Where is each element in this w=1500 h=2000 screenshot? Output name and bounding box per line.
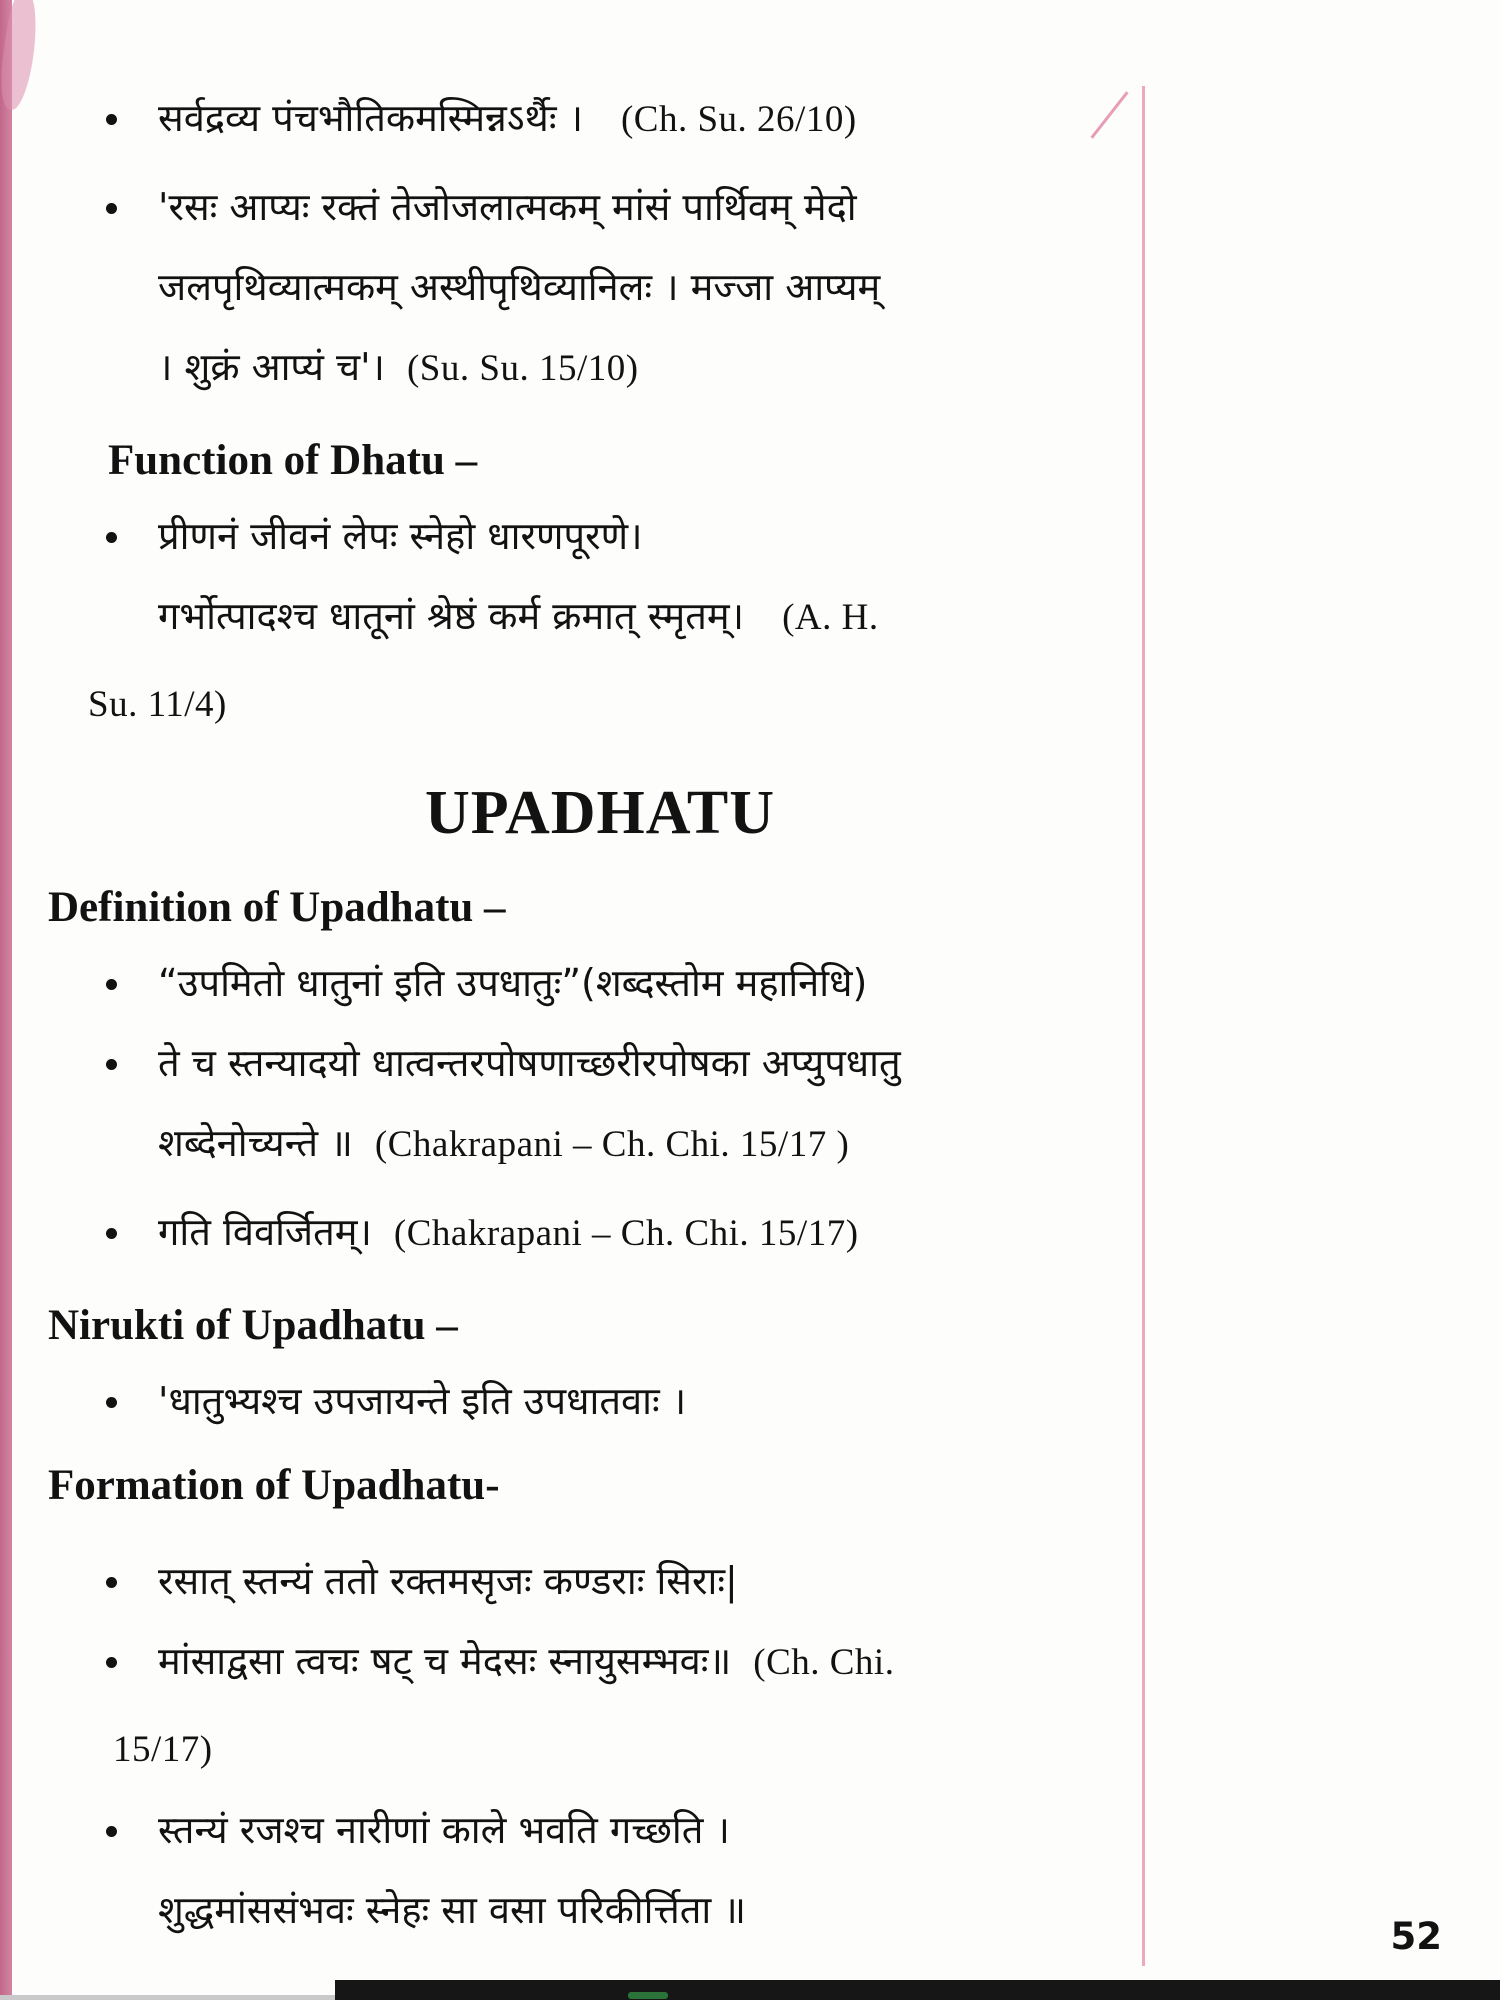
- bullet-icon: [106, 1059, 117, 1070]
- scan-edge-bottom-left: [0, 1995, 335, 2000]
- list-item: [106, 496, 1152, 665]
- sanskrit-quote: जलपृथिव्यात्मकम् अस्थीपृथिव्यानिलः । मज्जा आप्यम्: [158, 265, 881, 309]
- page-number: 52: [1390, 1915, 1442, 1958]
- sanskrit-quote: 'रसः आप्यः रक्तं तेजोजलात्मकम् मांसं पार्थिवम् मेदो: [158, 185, 857, 229]
- citation-continuation: 15/17): [113, 1729, 213, 1770]
- bullet-icon: [106, 1228, 117, 1239]
- citation: (Chakrapani – Ch. Chi. 15/17 ): [374, 1124, 850, 1165]
- bullet-icon: [106, 1826, 117, 1837]
- sanskrit-quote: रसात् स्तन्यं ततो रक्तमसृजः कण्डराः सिराः|: [158, 1559, 738, 1603]
- sanskrit-quote: मांसाद्वसा त्वचः षट् च मेदसः स्नायुसम्भवः॥: [158, 1639, 732, 1683]
- list-item: [106, 1790, 1152, 1950]
- scan-edge-bottom: [335, 1980, 1500, 2000]
- list-item: [106, 1023, 1152, 1192]
- bullet-icon: [106, 979, 117, 990]
- bullet-icon: [106, 1577, 117, 1588]
- sanskrit-quote: शुद्धमांससंभवः स्नेहः सा वसा परिकीर्त्तिता ॥: [158, 1888, 747, 1932]
- sanskrit-quote: 'धातुभ्यश्च उपजायन्ते इति उपधातवाः ।: [158, 1379, 687, 1423]
- list-item: [106, 943, 1152, 1023]
- citation: (Su. Su. 15/10): [406, 348, 639, 389]
- sanskrit-quote: गति विवर्जितम्।: [158, 1210, 372, 1254]
- sanskrit-quote: शब्देनोच्यन्ते ॥: [158, 1121, 353, 1165]
- section-heading-definition: Definition of Upadhatu –: [48, 884, 506, 931]
- section-heading-function-of-dhatu: Function of Dhatu –: [108, 437, 478, 484]
- bullet-icon: [106, 114, 117, 125]
- list-item: [106, 167, 1152, 416]
- citation-continuation: Su. 11/4): [88, 684, 227, 725]
- bullet-icon: [106, 532, 117, 543]
- sanskrit-quote: स्तन्यं रजश्च नारीणां काले भवति गच्छति ।: [158, 1808, 730, 1852]
- citation: (Ch. Su. 26/10): [620, 99, 857, 140]
- sanskrit-quote: । शुक्रं आप्यं च'।: [158, 345, 385, 389]
- sanskrit-quote: सर्वद्रव्य पंचभौतिकमस्मिन्नऽर्थैः ।: [158, 96, 583, 140]
- list-item: [106, 1541, 1152, 1621]
- sanskrit-quote: “उपमितो धातुनां इति उपधातुः”(शब्दस्तोम महानिधि): [158, 961, 868, 1005]
- list-item: [106, 1192, 1152, 1281]
- citation: (Chakrapani – Ch. Chi. 15/17): [393, 1213, 859, 1254]
- scan-tick-bottom-green: [628, 1992, 668, 1999]
- sanskrit-quote: प्रीणनं जीवनं लेपः स्नेहो धारणपूरणे।: [158, 514, 643, 558]
- list-item: [106, 1361, 1152, 1441]
- bullet-icon: [106, 1657, 117, 1668]
- list-item: [106, 78, 1152, 167]
- section-heading-nirukti: Nirukti of Upadhatu –: [48, 1302, 458, 1349]
- citation: (Ch. Chi.: [753, 1642, 895, 1683]
- citation: (A. H.: [782, 597, 879, 638]
- list-item: [106, 1621, 1152, 1790]
- bullet-icon: [106, 1397, 117, 1408]
- bullet-icon: [106, 203, 117, 214]
- page-title: UPADHATU: [424, 779, 776, 847]
- sanskrit-quote: ते च स्तन्यादयो धात्वन्तरपोषणाच्छरीरपोषका अप्युपधातु: [158, 1041, 901, 1085]
- sanskrit-quote: गर्भोत्पादश्च धातूनां श्रेष्ठं कर्म क्रमात् स्मृतम्।: [158, 594, 745, 638]
- section-heading-formation: Formation of Upadhatu-: [48, 1462, 500, 1509]
